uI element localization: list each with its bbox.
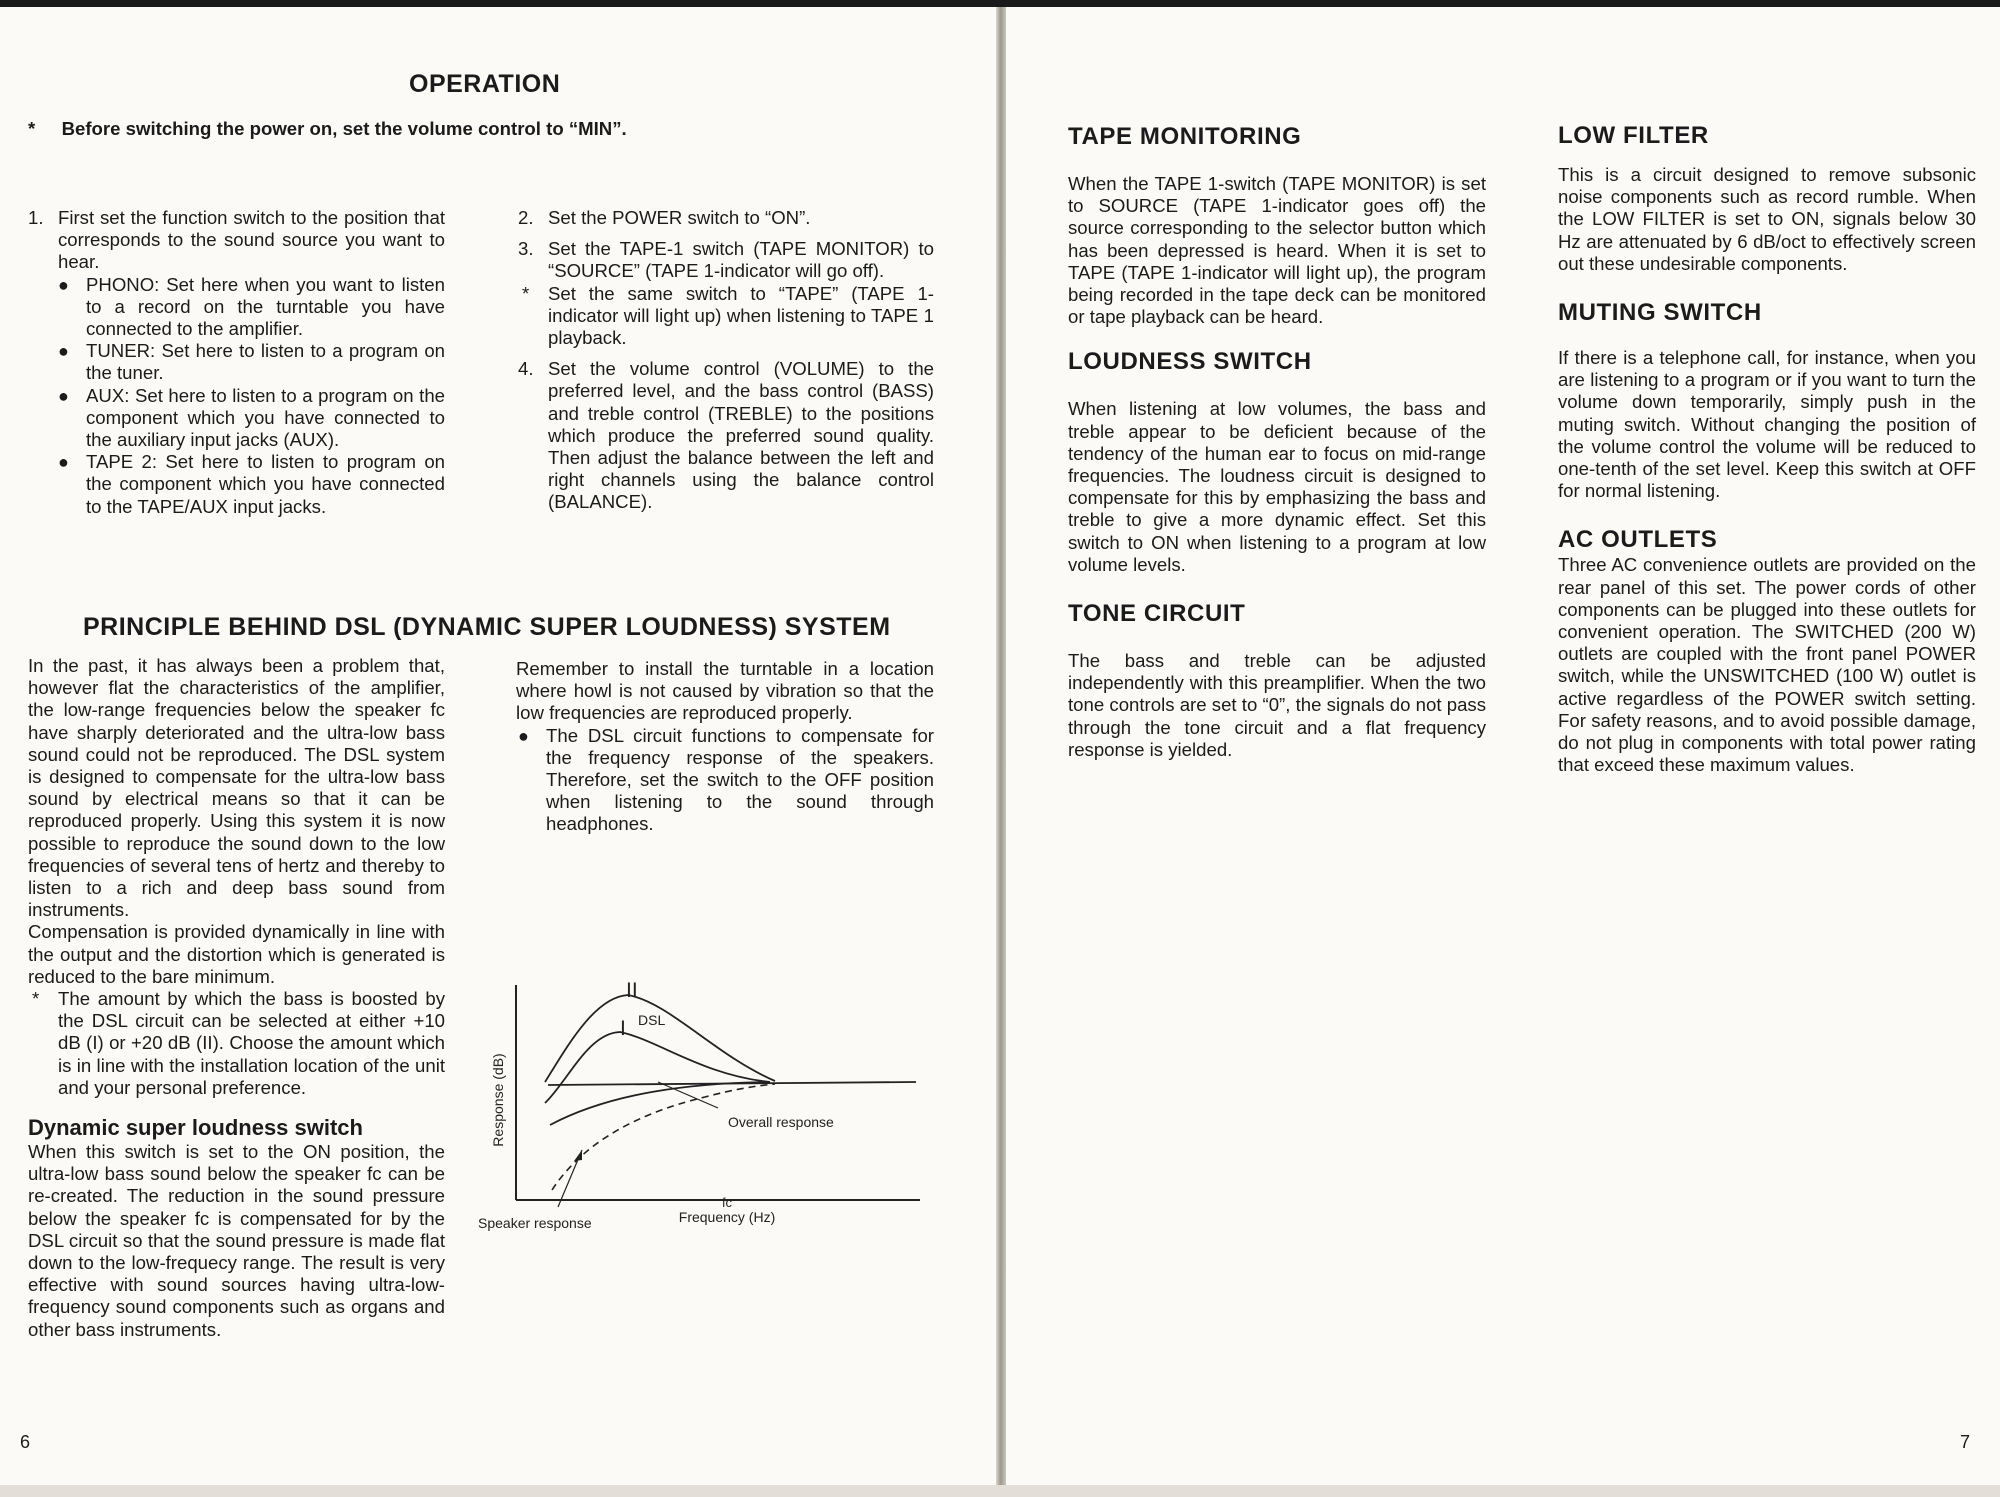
bullet-icon: ● xyxy=(518,725,529,746)
right-column-2 xyxy=(1558,122,1976,776)
label-speaker-response: Speaker response xyxy=(478,1215,592,1231)
x-axis-label: Frequency (Hz) xyxy=(678,1209,776,1225)
muting-switch-title: MUTING SWITCH xyxy=(1558,299,1762,327)
dsl-note-text: The amount by which the bass is boosted by the DSL circuit can be selected at either +10 dB (I) or +20 dB (II). Choose the amount which is in line with the installation location of the unit and your personal preference. xyxy=(58,988,445,1098)
dsl-col2-bullet xyxy=(516,725,934,836)
tape-monitoring-title: TAPE MONITORING xyxy=(1068,123,1302,150)
scan-top-edge xyxy=(0,0,2000,7)
dsl-col2-paragraph: Remember to install the turntable in a location where howl is not caused by vibration so that the low frequencies are reproduced properly. xyxy=(516,658,934,724)
step-1-number: 1. xyxy=(28,207,44,228)
label-dsl: DSL xyxy=(638,1012,666,1028)
operation-title: OPERATION xyxy=(409,70,561,98)
sub-item-aux xyxy=(28,385,445,452)
label-fc: fc xyxy=(721,1195,733,1210)
leader-arrowhead xyxy=(574,1150,582,1161)
dsl-col2-bullet-text: The DSL circuit functions to compensate for the frequency response of the speakers. Therefore, set the switch to the OFF position when listening to the sound through headphones. xyxy=(546,724,934,835)
asterisk-icon: * xyxy=(32,988,40,1010)
book-spine xyxy=(996,7,1006,1485)
muting-switch-text: If there is a telephone call, for instance, when you are listening to a program or if you want to turn the volume down temporarily, simply push in the muting switch. Without changing the position of the volume control the volume will be reduced to one-tenth of the set level. Keep this switch at OFF for normal listening. xyxy=(1558,347,1976,502)
asterisk-icon: * xyxy=(522,282,530,304)
sub-item-text: TUNER: Set here to listen to a program on the tuner. xyxy=(86,340,445,384)
step-1 xyxy=(28,207,445,274)
dsl-response-diagram xyxy=(470,975,930,1245)
operation-intro xyxy=(28,118,728,140)
tape-monitoring-text: When the TAPE 1-switch (TAPE MONITOR) is set to SOURCE (TAPE 1-indicator goes off) the source corresponding to the selector button which has been depressed is heard. When it is set to TAPE (TAPE 1-indicator will light up), the program being recorded in the tape deck can be monitored or tape playback can be heard. xyxy=(1068,173,1486,328)
bullet-icon: ● xyxy=(58,341,69,362)
page-number-right: 7 xyxy=(1960,1432,1971,1452)
page-number-left: 6 xyxy=(20,1432,31,1452)
bullet-icon: ● xyxy=(58,385,69,406)
intro-bullet: * xyxy=(28,118,36,139)
step-4-text: Set the volume control (VOLUME) to the preferred level, and the bass control (BASS) and treble control (TREBLE) to the positions which produce the preferred sound quality. Then adjust the balance between the left and right channels using the balance control (BALANCE). xyxy=(548,358,934,513)
step-3-note xyxy=(518,283,934,350)
step-3-number: 3. xyxy=(518,238,534,260)
ac-outlets-text: Three AC convenience outlets are provided on the rear panel of this set. The power cords of other components can be plugged into these outlets for convenient operation. The SWITCHED (200 W) outlets are coupled with the front panel POWER switch, while the UNSWITCHED (100 W) outlet is active regardless of the POWER switch setting. For safety reasons, and to avoid possible damage, do not plug in components with total power rating that exceed these maximum values. xyxy=(1558,554,1976,776)
step-4 xyxy=(518,358,934,513)
sub-item-text: AUX: Set here to listen to a program on the component which you have connected to the auxiliary input jacks (AUX). xyxy=(86,384,445,451)
step-3-note-text: Set the same switch to “TAPE” (TAPE 1-indicator will light up) when listening to TAPE 1 playback. xyxy=(548,282,934,349)
step-2-number: 2. xyxy=(518,207,534,228)
dsl-title: PRINCIPLE BEHIND DSL (DYNAMIC SUPER LOUDNESS) SYSTEM xyxy=(83,613,891,641)
dsl-column-2 xyxy=(516,658,934,836)
intro-text: Before switching the power on, set the volume control to “MIN”. xyxy=(61,118,627,139)
step-2 xyxy=(518,207,934,229)
bullet-icon: ● xyxy=(58,452,69,473)
dsl-curve-II xyxy=(545,995,775,1082)
ac-outlets-title: AC OUTLETS xyxy=(1558,526,1718,554)
low-filter-text: This is a circuit designed to remove subsonic noise components such as record rumble. When the LOW FILTER is set to ON, signals below 30 Hz are attenuated by 6 dB/oct to effectively screen out these undesirable components. xyxy=(1558,164,1976,274)
scan-bottom-edge xyxy=(0,1485,2000,1497)
step-3-text: Set the TAPE-1 switch (TAPE MONITOR) to “SOURCE” (TAPE 1-indicator will go off). xyxy=(548,238,934,282)
sub-item-text: PHONO: Set here when you want to listen to a record on the turntable you have connected to the amplifier. xyxy=(86,273,445,340)
label-overall-response: Overall response xyxy=(728,1114,834,1130)
dsl-curve-I xyxy=(545,1032,770,1103)
operation-steps-column-2 xyxy=(518,207,934,514)
speaker-response-curve xyxy=(552,1084,775,1190)
sub-item-text: TAPE 2: Set here to listen to program on the component which you have connected to the TAPE/AUX input jacks. xyxy=(86,451,445,517)
low-filter-title: LOW FILTER xyxy=(1558,122,1709,149)
dsl-column-1 xyxy=(28,655,445,1341)
label-II: II xyxy=(626,979,638,1002)
dsl-note xyxy=(28,988,445,1099)
sub-item-phono xyxy=(28,274,445,341)
step-2-text: Set the POWER switch to “ON”. xyxy=(548,207,811,228)
right-column-1 xyxy=(1068,123,1486,761)
dsl-paragraph-3: When this switch is set to the ON position, the ultra-low bass sound below the speaker fc can be re-created. The reduction in the sound pressure below the speaker fc is compensated for by the DSL circuit so that the sound pressure is made flat down to the low-frequecy range. The result is very effective with sound sources having ultra-low-frequency sound components such as organs and other bass instruments. xyxy=(28,1141,445,1340)
dsl-paragraph-2: Compensation is provided dynamically in line with the output and the distortion which is generated is reduced to the bare minimum. xyxy=(28,921,445,987)
sub-item-tape2 xyxy=(28,451,445,518)
step-1-text: First set the function switch to the position that corresponds to the sound source you want to hear. xyxy=(58,207,445,273)
bullet-icon: ● xyxy=(58,274,69,295)
label-I: I xyxy=(620,1017,626,1040)
loudness-switch-title: LOUDNESS SWITCH xyxy=(1068,348,1312,376)
operation-steps-column-1 xyxy=(28,207,445,518)
y-axis-label: Response (dB) xyxy=(490,1053,506,1147)
dsl-paragraph-1: In the past, it has always been a problem that, however flat the characteristics of the amplifier, the low-range frequencies below the speaker fc have sharply deteriorated and the ultra-low bass sound could not be reproduced. The DSL system is designed to compensate for the ultra-low bass sound by electrical means so that it can be reproduced properly. Using this system it is now possible to reproduce the sound down to the low frequencies of several tens of hertz and thereby to listen to a rich and deep bass sound from instruments. xyxy=(28,655,445,921)
step-4-number: 4. xyxy=(518,358,534,380)
tone-circuit-title: TONE CIRCUIT xyxy=(1068,600,1246,628)
loudness-switch-text: When listening at low volumes, the bass and treble appear to be deficient because of the tendency of the human ear to focus on mid-range frequencies. The loudness circuit is designed to compensate for this by emphasizing the bass and treble to give a more dynamic effect. Set this switch to ON when listening to a program at low volume levels. xyxy=(1068,398,1486,575)
tone-circuit-text: The bass and treble can be adjusted independently with this preamplifier. When the two tone controls are set to “0”, the signals do not pass through the tone circuit and a flat frequency response is yielded. xyxy=(1068,650,1486,760)
step-3 xyxy=(518,238,934,282)
overall-leader-line xyxy=(658,1082,718,1108)
sub-item-tuner xyxy=(28,340,445,384)
dsl-switch-subtitle: Dynamic super loudness switch xyxy=(28,1115,363,1141)
